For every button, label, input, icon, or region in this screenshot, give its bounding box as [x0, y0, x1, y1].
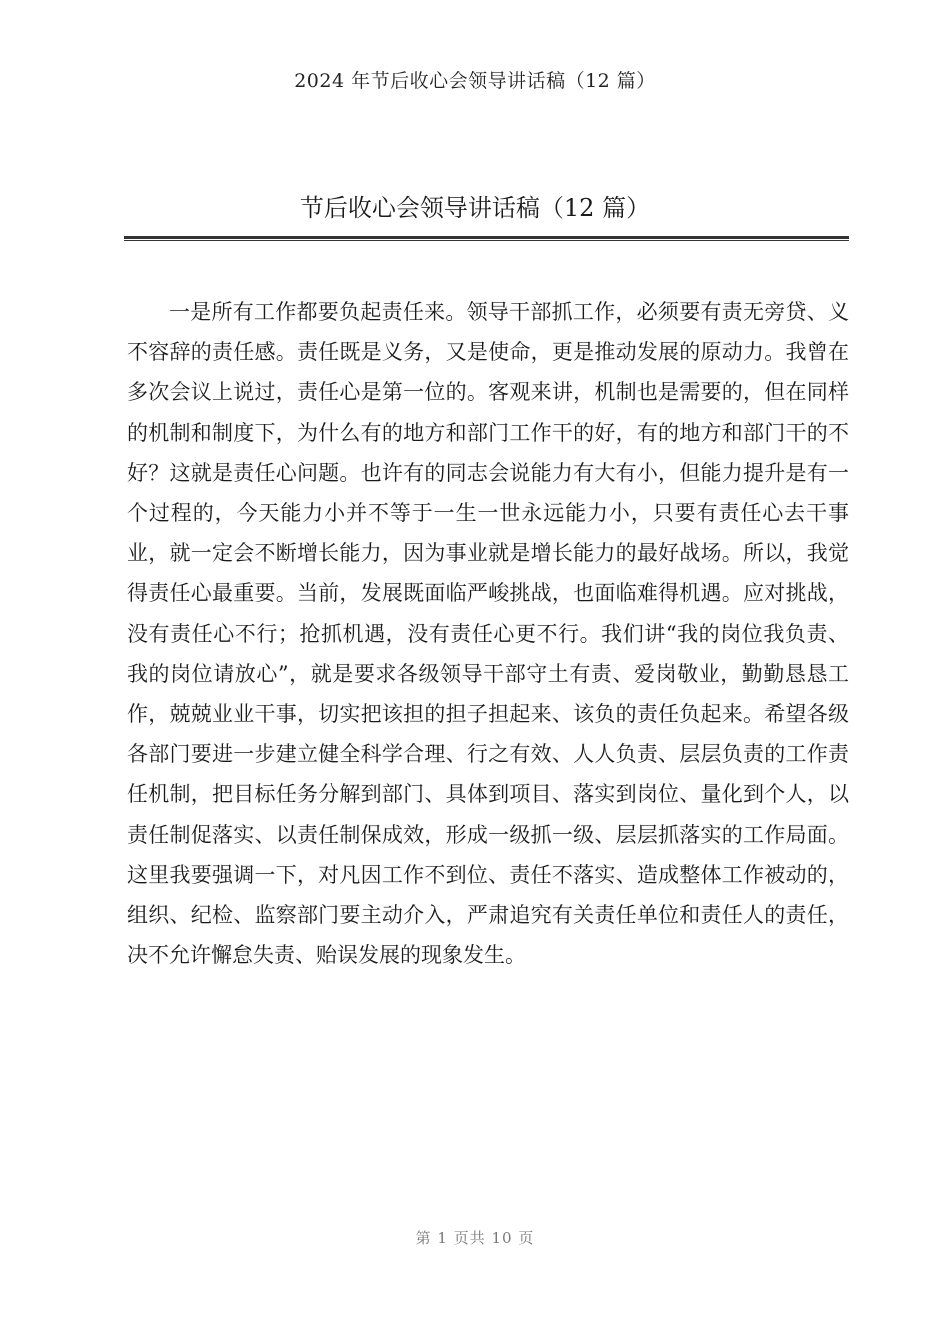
page-number-footer: 第 1 页共 10 页 — [415, 1229, 535, 1247]
body-paragraph: 一是所有工作都要负起责任来。领导干部抓工作，必须要有责无旁贷、义不容辞的责任感。责任既是义务，又是使命，更是推动发展的原动力。我曾在多次会议上说过，责任心是第一位的。客观来讲，机制也是需要的，但在同样的机制和制度下，为什么有的地方和部门工作干的好，有的地方和部门干的不好？这就是责任心问题。也许有的同志会说能力有大有小，但能力提升是有一个过程的，今天能力小并不等于一生一世永远能力小，只要有责任心去干事业，就一定会不断增长能力，因为事业就是增长能力的最好战场。所以，我觉得责任心最重要。当前，发展既面临严峻挑战，也面临难得机遇。应对挑战，没有责任心不行；抢抓机遇，没有责任心更不行。我们讲“我的岗位我负责、我的岗位请放心”，就是要求各级领导干部守土有责、爱岗敬业，勤勤恳恳工作，兢兢业业干事，切实把该担的担子担起来、该负的责任负起来。希望各级各部门要进一步建立健全科学合理、行之有效、人人负责、层层负责的工作责任机制，把目标任务分解到部门、具体到项目、落实到岗位、量化到个人，以责任制促落实、以责任制保成效，形成一级抓一级、层层抓落实的工作局面。这里我要强调一下，对凡因工作不到位、责任不落实、造成整体工作被动的，组织、纪检、监察部门要主动介入，严肃追究有关责任单位和责任人的责任，决不允许懈怠失责、贻误发展的现象发生。 — [127, 300, 849, 968]
document-title: 节后收心会领导讲话稿（12 篇） — [299, 194, 651, 222]
title-divider — [124, 236, 849, 241]
running-header: 2024 年节后收心会领导讲话稿（12 篇） — [294, 70, 656, 92]
